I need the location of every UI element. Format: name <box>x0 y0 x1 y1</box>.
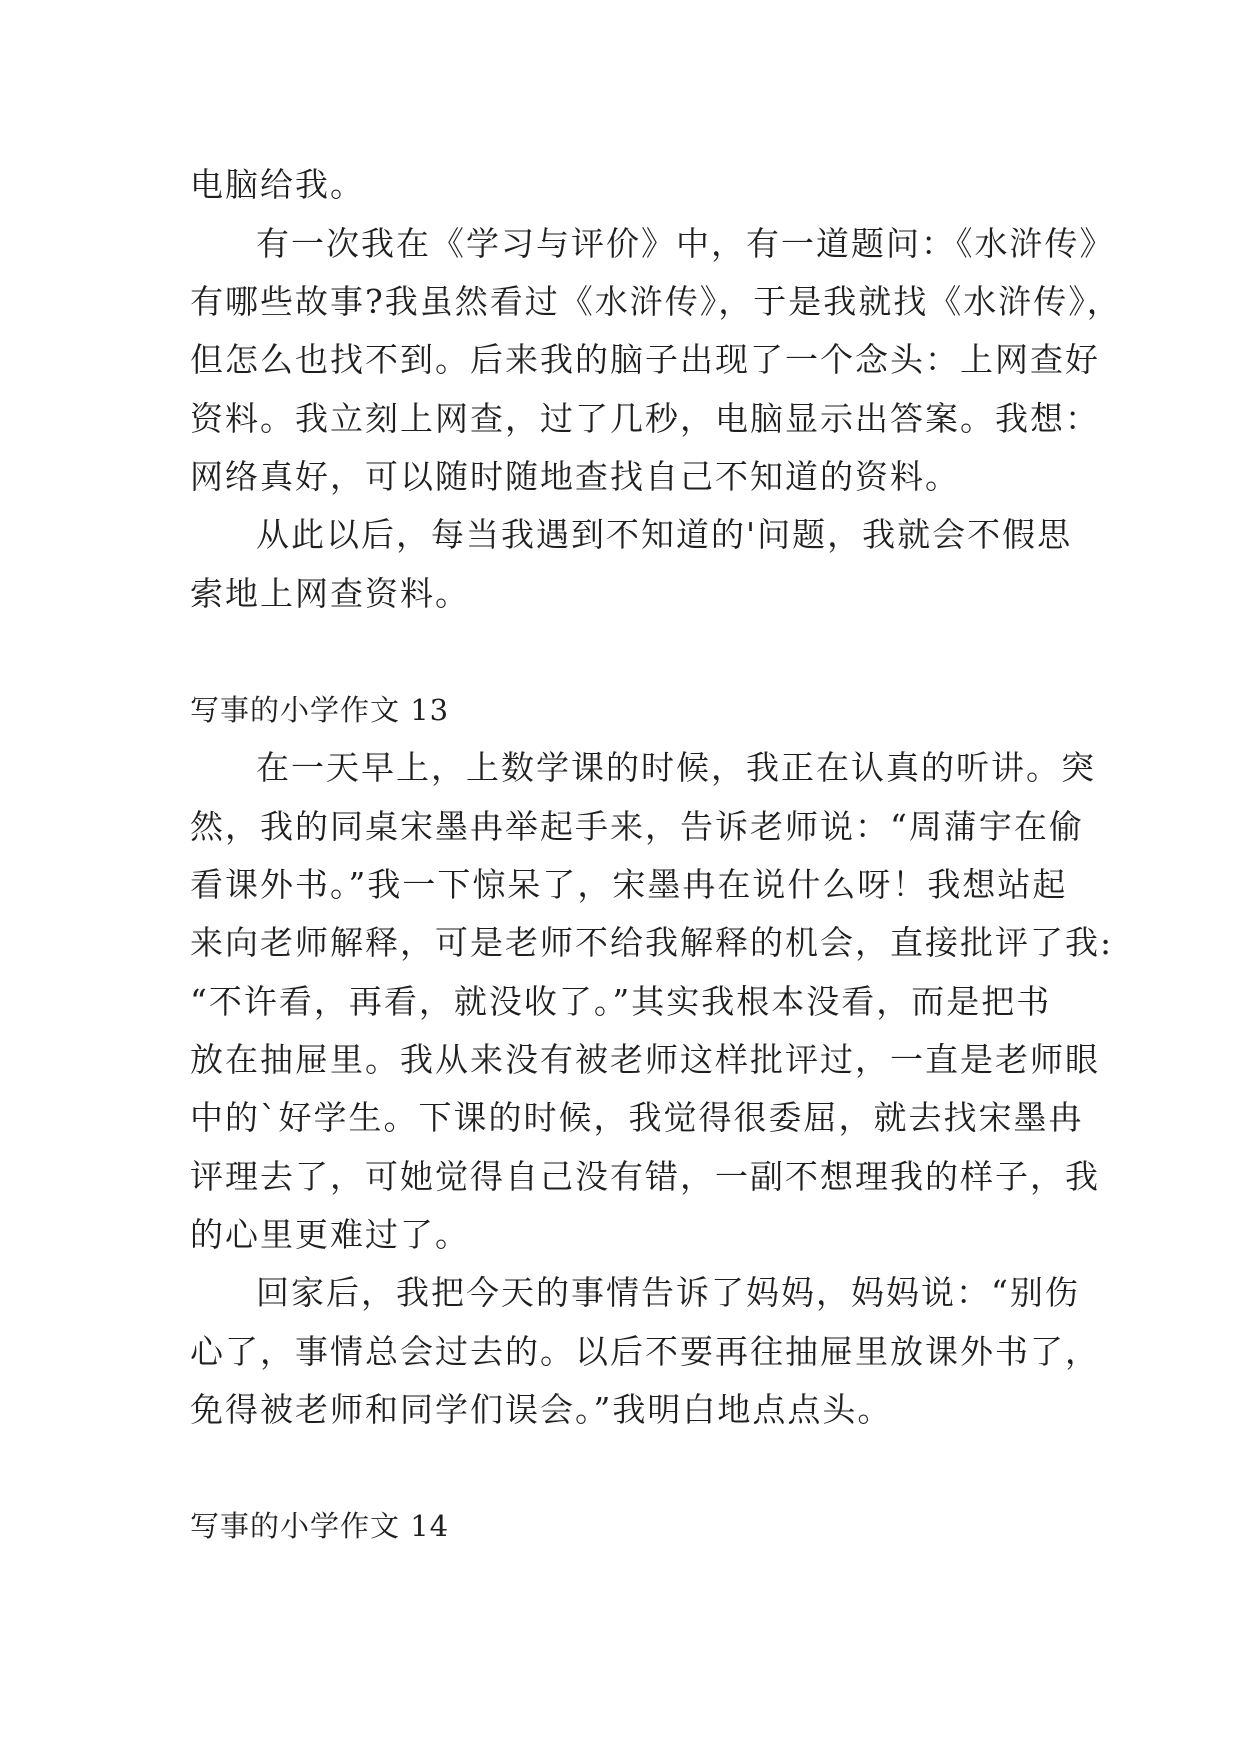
section-heading: 写事的小学作文 14 <box>190 1509 450 1543</box>
text-line: 评理去了，可她觉得自己没有错，一副不想理我的样子，我 <box>190 1157 1100 1196</box>
text-line: 看课外书。”我一下惊呆了，宋墨冉在说什么呀！我想站起 <box>190 865 1068 904</box>
text-line: “不许看，再看，就没收了。”其实我根本没看，而是把书 <box>190 982 1052 1021</box>
paragraph-first-line: 有一次我在《学习与评价》中，有一道题问：《水浒传》 <box>256 224 1115 263</box>
text-line: 免得被老师和同学们误会。”我明白地点点头。 <box>190 1390 893 1429</box>
text-line: 但怎么也找不到。后来我的脑子出现了一个念头：上网查好 <box>190 340 1100 379</box>
section-heading: 写事的小学作文 13 <box>190 693 450 727</box>
text-line: 来向老师解释，可是老师不给我解释的机会，直接批评了我: <box>190 923 1114 962</box>
text-line: 索地上网查资料。 <box>190 574 470 613</box>
text-line: 网络真好，可以随时随地查找自己不知道的资料。 <box>190 457 960 496</box>
paragraph-first-line: 从此以后，每当我遇到不知道的'问题，我就会不假思 <box>256 515 1073 554</box>
text-line: 的心里更难过了。 <box>190 1215 470 1254</box>
paragraph-first-line: 回家后，我把今天的事情告诉了妈妈，妈妈说：“别伤 <box>256 1273 1080 1312</box>
text-line: 中的`好学生。下课的时候，我觉得很委屈，就去找宋墨冉 <box>190 1098 1084 1137</box>
text-line: 资料。我立刻上网查，过了几秒，电脑显示出答案。我想： <box>190 399 1100 438</box>
text-line: 然，我的同桌宋墨冉举起手来，告诉老师说：“周蒲宇在偷 <box>190 807 1084 846</box>
paragraph-first-line: 在一天早上，上数学课的时候，我正在认真的听讲。突 <box>256 748 1096 787</box>
text-line: 放在抽屉里。我从来没有被老师这样批评过，一直是老师眼 <box>190 1040 1100 1079</box>
text-line: 心了，事情总会过去的。以后不要再往抽屉里放课外书了， <box>190 1332 1100 1371</box>
text-line: 有哪些故事?我虽然看过《水浒传》，于是我就找《水浒传》， <box>190 282 1122 321</box>
text-line: 电脑给我。 <box>190 165 365 204</box>
